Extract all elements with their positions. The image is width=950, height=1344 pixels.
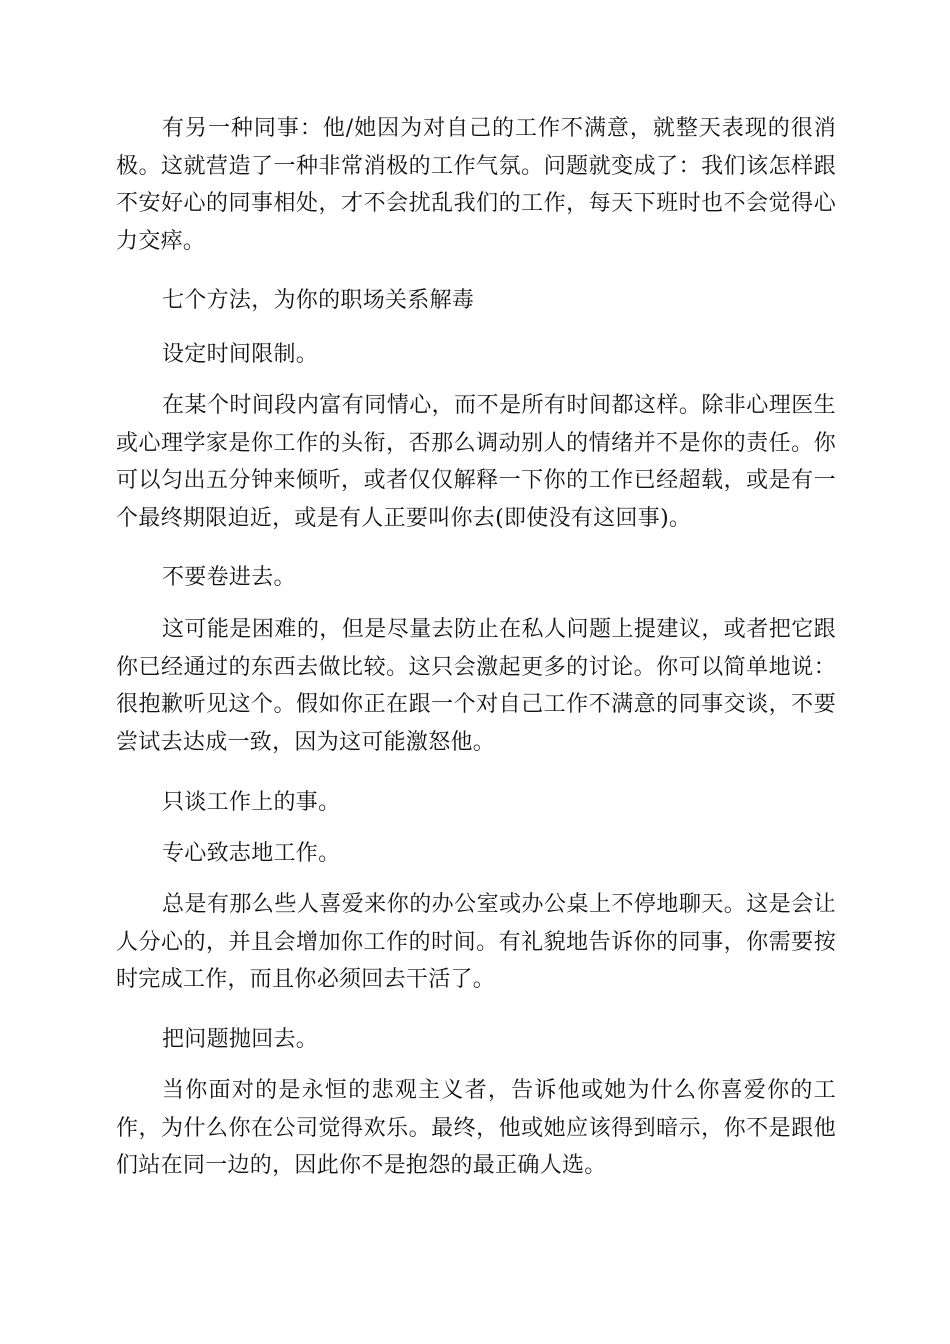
paragraph-set-time-limit: 在某个时间段内富有同情心，而不是所有时间都这样。除非心理医生或心理学家是你工作的头衔，否那么调动别人的情绪并不是你的责任。你可以匀出五分钟来倾听，或者仅仅解释一下你的工作已经超载，或是有一个最终期限迫近，或是有人正要叫你去(即使没有这回事)。 — [116, 393, 836, 531]
paragraph-dont-get-involved: 这可能是困难的，但是尽量去防止在私人问题上提建议，或者把它跟你已经通过的东西去做比较。这只会激起更多的讨论。你可以简单地说：很抱歉听见这个。假如你正在跟一个对自己工作不满意的同事交谈，不要尝试去达成一致，因为这可能激怒他。 — [116, 617, 836, 755]
tip-heading-talk-work-only: 只谈工作上的事。 — [162, 790, 341, 815]
tip-heading-focus-on-work: 专心致志地工作。 — [162, 841, 341, 866]
section-heading-seven-methods: 七个方法，为你的职场关系解毒 — [162, 288, 475, 313]
paragraph-throw-back: 当你面对的是永恒的悲观主义者，告诉他或她为什么你喜爱你的工作，为什么你在公司觉得欢乐。最终，他或她应该得到暗示，你不是跟他们站在同一边的，因此你不是抱怨的最正确人选。 — [116, 1078, 836, 1178]
tip-heading-set-time-limit: 设定时间限制。 — [162, 342, 319, 367]
tip-heading-dont-get-involved: 不要卷进去。 — [162, 565, 296, 590]
paragraph-focus-on-work: 总是有那么些人喜爱来你的办公室或办公桌上不停地聊天。这是会让人分心的，并且会增加你工作的时间。有礼貌地告诉你的同事，你需要按时完成工作，而且你必须回去干活了。 — [116, 892, 836, 992]
paragraph-difficult-coworker: 有另一种同事：他/她因为对自己的工作不满意，就整天表现的很消极。这就营造了一种非常消极的工作气氛。问题就变成了：我们该怎样跟不安好心的同事相处，才不会扰乱我们的工作，每天下班时也不会觉得心力交瘁。 — [116, 116, 836, 254]
tip-heading-throw-back: 把问题抛回去。 — [162, 1027, 319, 1052]
